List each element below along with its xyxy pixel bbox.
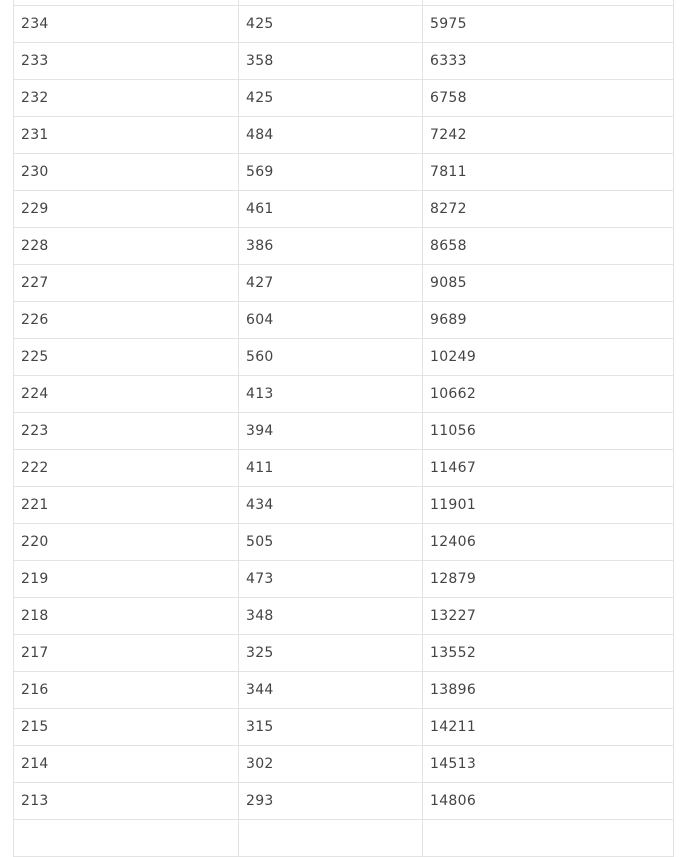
table-row xyxy=(14,265,674,302)
score-cell: 214 xyxy=(14,746,239,783)
cumulative-cell: 11901 xyxy=(423,487,674,524)
cumulative-cell: 7242 xyxy=(423,117,674,154)
table-row xyxy=(14,154,674,191)
count-cell: 293 xyxy=(239,783,423,820)
score-cell: 233 xyxy=(14,43,239,80)
cumulative-cell: 10662 xyxy=(423,376,674,413)
cumulative-cell: 11056 xyxy=(423,413,674,450)
table-row xyxy=(14,598,674,635)
score-table-container xyxy=(13,0,673,857)
cumulative-cell: 12406 xyxy=(423,524,674,561)
count-cell: 358 xyxy=(239,43,423,80)
cumulative-cell: 8272 xyxy=(423,191,674,228)
table-row xyxy=(14,635,674,672)
count-cell xyxy=(239,820,423,857)
cumulative-cell: 8658 xyxy=(423,228,674,265)
count-cell: 427 xyxy=(239,265,423,302)
table-row xyxy=(14,487,674,524)
count-cell: 315 xyxy=(239,709,423,746)
cumulative-cell: 9689 xyxy=(423,302,674,339)
count-cell: 604 xyxy=(239,302,423,339)
table-body xyxy=(14,0,674,857)
cumulative-cell: 14211 xyxy=(423,709,674,746)
table-row xyxy=(14,6,674,43)
cumulative-cell: 13896 xyxy=(423,672,674,709)
count-cell: 425 xyxy=(239,80,423,117)
count-cell: 560 xyxy=(239,339,423,376)
score-cell: 215 xyxy=(14,709,239,746)
table-row xyxy=(14,413,674,450)
count-cell: 569 xyxy=(239,154,423,191)
score-cell: 228 xyxy=(14,228,239,265)
score-cell: 218 xyxy=(14,598,239,635)
score-cell: 219 xyxy=(14,561,239,598)
count-cell: 413 xyxy=(239,376,423,413)
count-cell: 394 xyxy=(239,413,423,450)
cumulative-cell: 13552 xyxy=(423,635,674,672)
score-cell: 230 xyxy=(14,154,239,191)
count-cell: 473 xyxy=(239,561,423,598)
table-row xyxy=(14,339,674,376)
table-row xyxy=(14,191,674,228)
count-cell: 461 xyxy=(239,191,423,228)
table-row xyxy=(14,746,674,783)
cumulative-cell: 12879 xyxy=(423,561,674,598)
count-cell: 425 xyxy=(239,6,423,43)
table-row xyxy=(14,820,674,857)
count-cell: 344 xyxy=(239,672,423,709)
table-row xyxy=(14,43,674,80)
cumulative-cell: 9085 xyxy=(423,265,674,302)
table-row xyxy=(14,117,674,154)
cumulative-cell: 14806 xyxy=(423,783,674,820)
score-cell: 229 xyxy=(14,191,239,228)
table-row xyxy=(14,80,674,117)
score-cell: 231 xyxy=(14,117,239,154)
table-row xyxy=(14,228,674,265)
cumulative-cell: 6758 xyxy=(423,80,674,117)
score-cell: 222 xyxy=(14,450,239,487)
table-row xyxy=(14,561,674,598)
score-cell: 224 xyxy=(14,376,239,413)
table-row xyxy=(14,783,674,820)
cumulative-cell: 7811 xyxy=(423,154,674,191)
score-cell: 220 xyxy=(14,524,239,561)
score-cell: 221 xyxy=(14,487,239,524)
score-cell: 234 xyxy=(14,6,239,43)
cumulative-cell xyxy=(423,820,674,857)
score-cell: 227 xyxy=(14,265,239,302)
count-cell: 302 xyxy=(239,746,423,783)
cumulative-cell: 5975 xyxy=(423,6,674,43)
score-table xyxy=(13,0,674,857)
count-cell: 434 xyxy=(239,487,423,524)
table-row xyxy=(14,376,674,413)
score-cell: 232 xyxy=(14,80,239,117)
score-cell: 216 xyxy=(14,672,239,709)
cumulative-cell: 11467 xyxy=(423,450,674,487)
cumulative-cell: 13227 xyxy=(423,598,674,635)
cumulative-cell: 6333 xyxy=(423,43,674,80)
table-row xyxy=(14,709,674,746)
count-cell: 325 xyxy=(239,635,423,672)
table-row xyxy=(14,672,674,709)
score-cell: 223 xyxy=(14,413,239,450)
count-cell: 505 xyxy=(239,524,423,561)
count-cell: 484 xyxy=(239,117,423,154)
cumulative-cell: 10249 xyxy=(423,339,674,376)
score-cell: 226 xyxy=(14,302,239,339)
table-row xyxy=(14,450,674,487)
score-cell: 225 xyxy=(14,339,239,376)
score-cell: 217 xyxy=(14,635,239,672)
count-cell: 386 xyxy=(239,228,423,265)
table-row xyxy=(14,302,674,339)
count-cell: 411 xyxy=(239,450,423,487)
score-cell xyxy=(14,820,239,857)
count-cell: 348 xyxy=(239,598,423,635)
cumulative-cell: 14513 xyxy=(423,746,674,783)
table-row xyxy=(14,524,674,561)
score-cell: 213 xyxy=(14,783,239,820)
